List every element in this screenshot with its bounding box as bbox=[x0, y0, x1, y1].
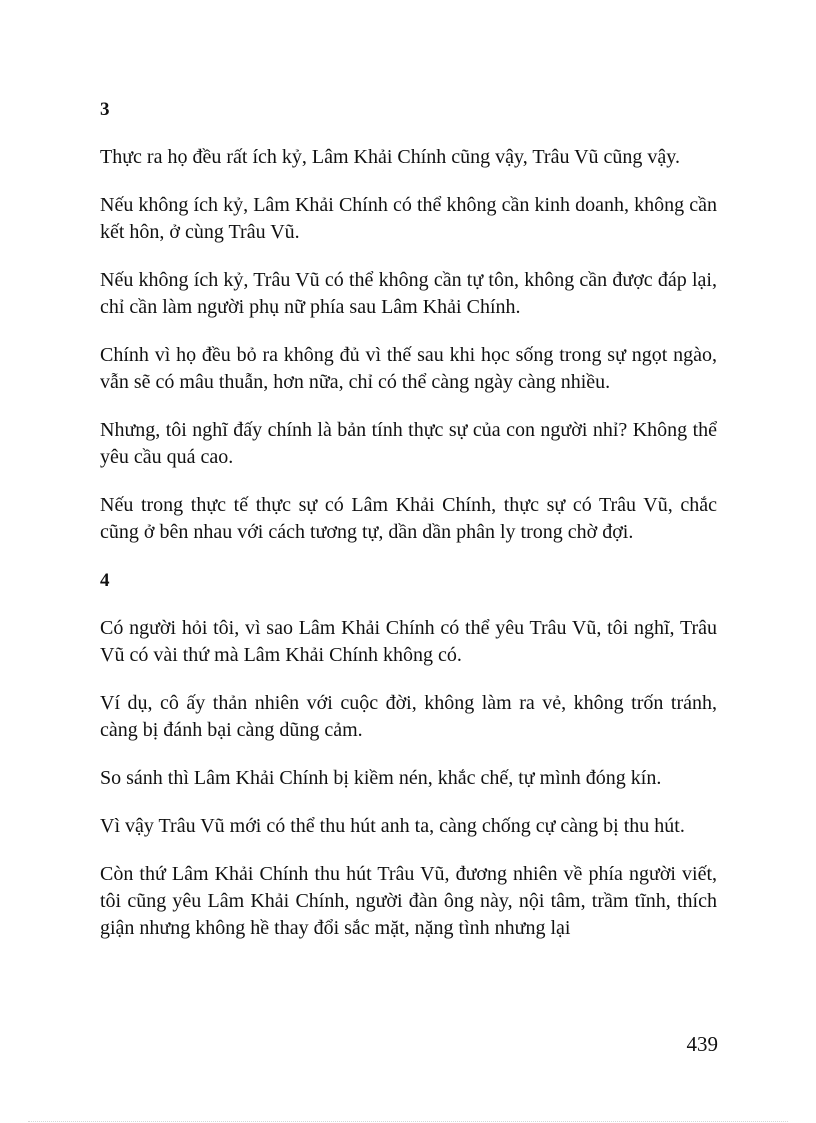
section-heading: 4 bbox=[100, 570, 110, 591]
paragraph: So sánh thì Lâm Khải Chính bị kiềm nén, khắc chế, tự mình đóng kín. bbox=[100, 767, 662, 789]
page-number: 439 bbox=[686, 1032, 718, 1056]
paragraph: Nếu không ích kỷ, Trâu Vũ có thể không cần tự tôn, không cần được đáp lại, chỉ cần làm người phụ nữ phía sau Lâm Khải Chính. bbox=[100, 269, 717, 318]
paragraph: Vì vậy Trâu Vũ mới có thể thu hút anh ta, càng chống cự càng bị thu hút. bbox=[100, 815, 685, 837]
paragraph: Nếu trong thực tế thực sự có Lâm Khải Chính, thực sự có Trâu Vũ, chắc cũng ở bên nhau với cách tương tự, dần dần phân ly trong chờ đợi. bbox=[100, 494, 717, 543]
paragraph: Ví dụ, cô ấy thản nhiên với cuộc đời, không làm ra vẻ, không trốn tránh, càng bị đánh bại càng dũng cảm. bbox=[100, 692, 717, 741]
section-heading: 3 bbox=[100, 99, 110, 120]
section-4 bbox=[100, 567, 717, 942]
paragraph: Chính vì họ đều bỏ ra không đủ vì thế sau khi học sống trong sự ngọt ngào, vẫn sẽ có mâu thuẫn, hơn nữa, chỉ có thể càng ngày càng nhiều. bbox=[100, 344, 717, 393]
paragraph: Còn thứ Lâm Khải Chính thu hút Trâu Vũ, đương nhiên về phía người viết, tôi cũng yêu Lâm Khải Chính, người đàn ông này, nội tâm, trầm tĩnh, thích giận nhưng không hề thay đổi sắc mặt, nặng tình nhưng lại bbox=[100, 863, 717, 939]
paragraph: Có người hỏi tôi, vì sao Lâm Khải Chính có thể yêu Trâu Vũ, tôi nghĩ, Trâu Vũ có vài thứ mà Lâm Khải Chính không có. bbox=[100, 617, 717, 666]
paragraph: Nếu không ích kỷ, Lâm Khải Chính có thể không cần kinh doanh, không cần kết hôn, ở cùng Trâu Vũ. bbox=[100, 194, 717, 243]
section-3 bbox=[100, 96, 717, 546]
page-body bbox=[100, 96, 717, 963]
page-bottom-divider bbox=[28, 1121, 788, 1122]
paragraph: Thực ra họ đều rất ích kỷ, Lâm Khải Chính cũng vậy, Trâu Vũ cũng vậy. bbox=[100, 146, 680, 168]
paragraph: Nhưng, tôi nghĩ đấy chính là bản tính thực sự của con người nhỉ? Không thể yêu cầu quá cao. bbox=[100, 419, 717, 468]
